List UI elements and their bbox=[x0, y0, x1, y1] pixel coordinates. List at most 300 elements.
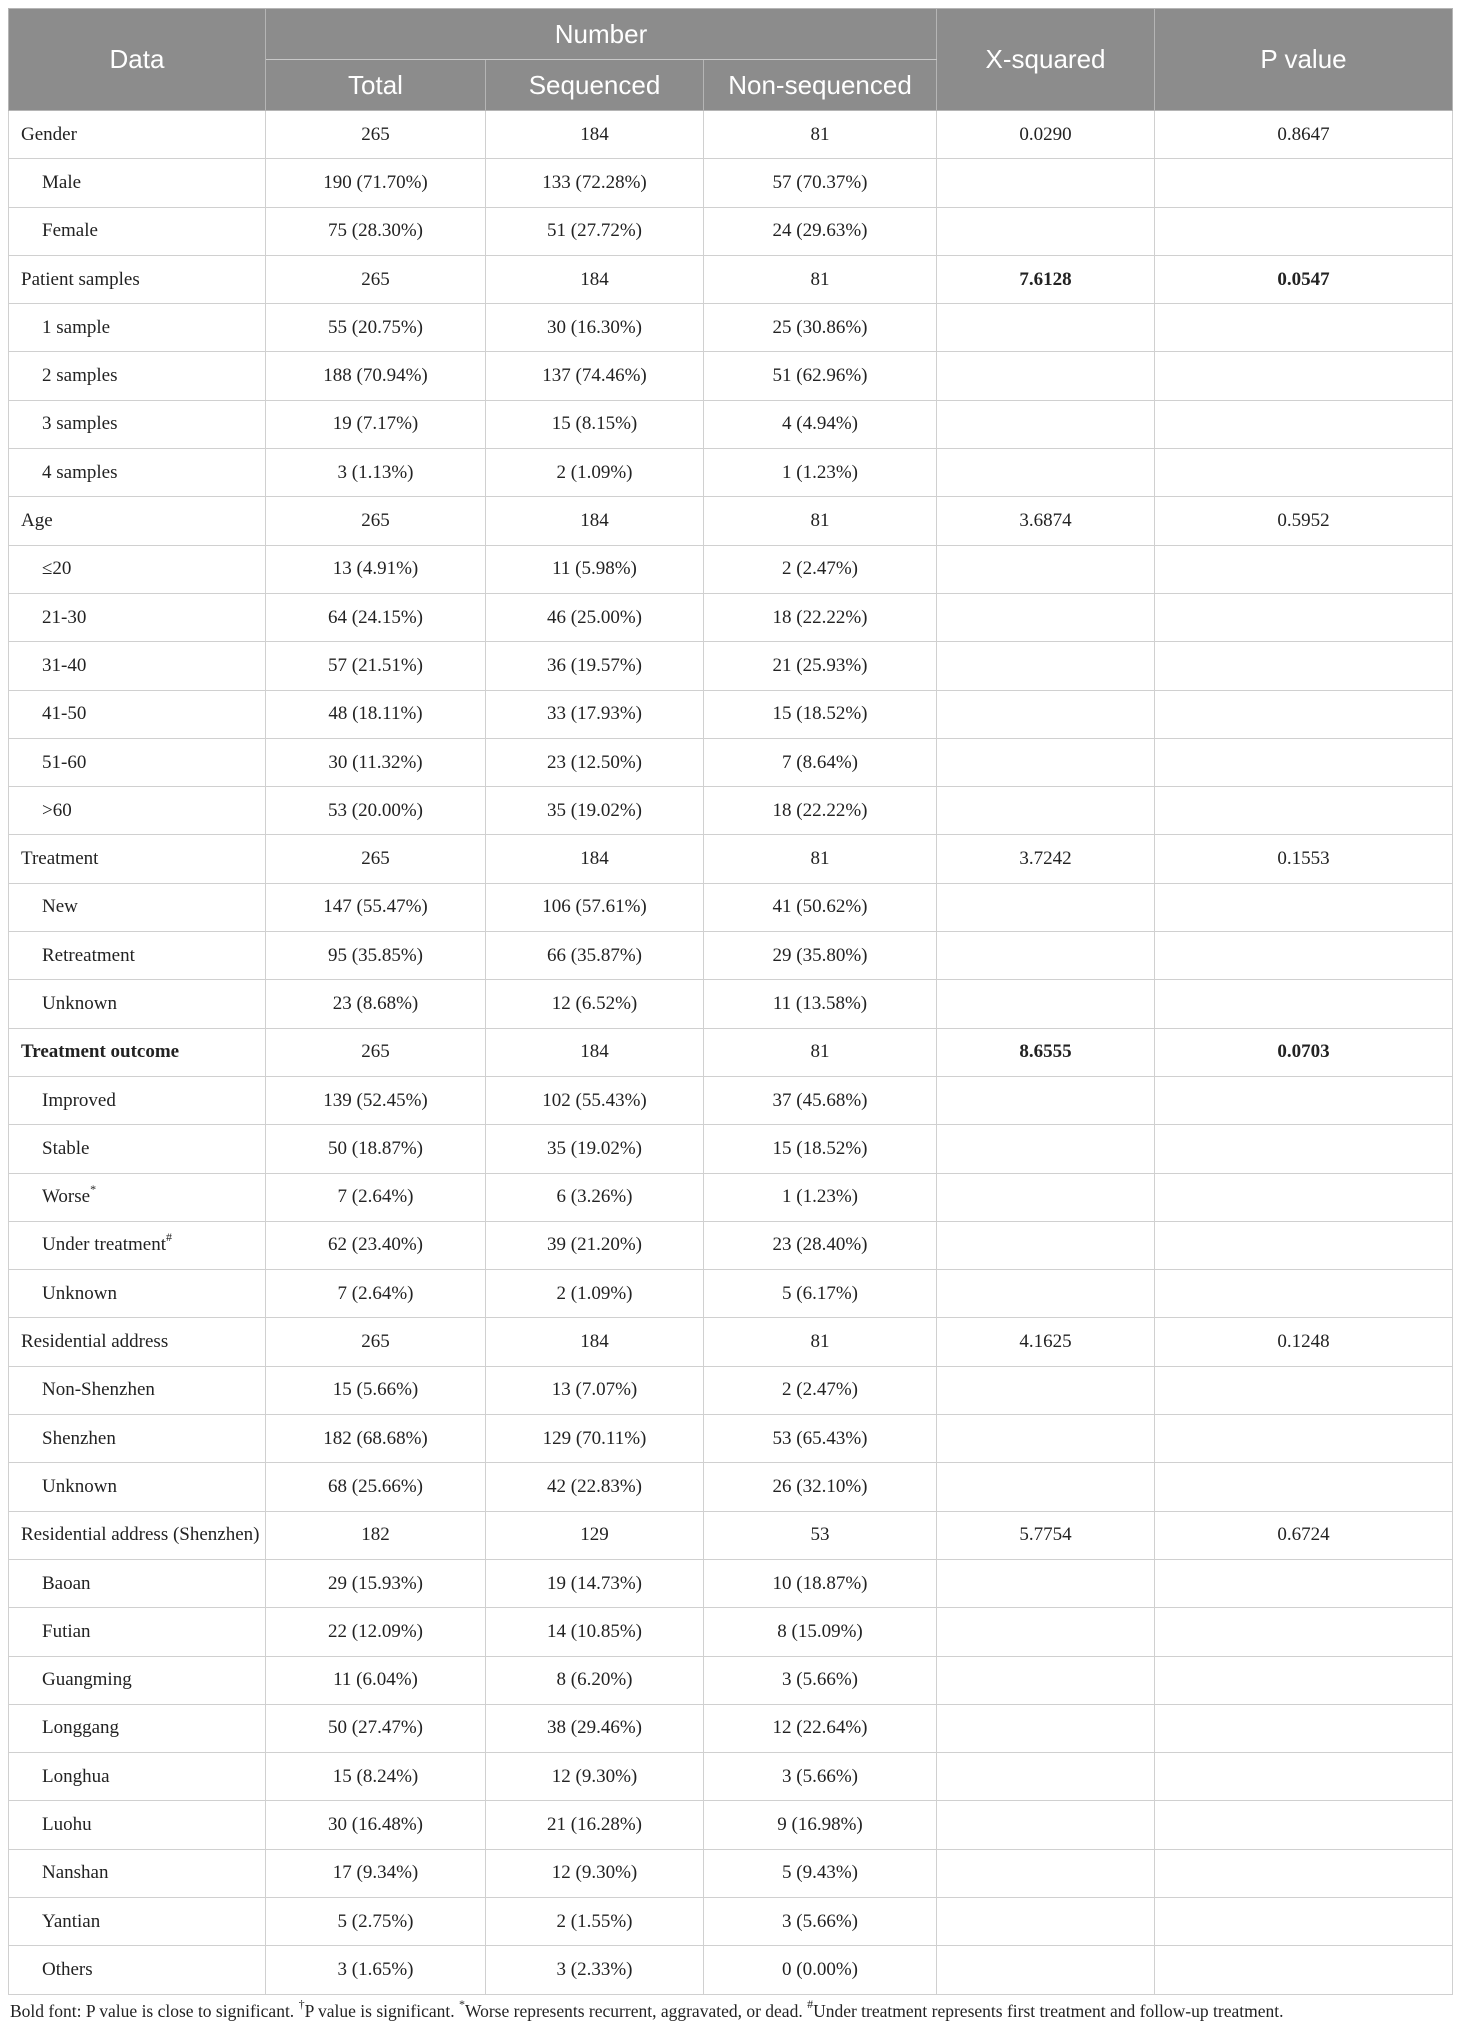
cell-non-sequenced-text: 81 bbox=[810, 1041, 830, 1063]
cell-sequenced bbox=[486, 738, 704, 786]
header-p-value: P value bbox=[1155, 9, 1453, 111]
cell-sequenced bbox=[486, 545, 704, 593]
cell-x-squared bbox=[937, 1028, 1155, 1076]
cell-total bbox=[266, 1076, 486, 1124]
cell-sequenced-text: 137 (74.46%) bbox=[542, 365, 647, 387]
cell-sequenced-text: 23 (12.50%) bbox=[547, 751, 642, 773]
cell-x-squared-text: 7.6128 bbox=[1019, 268, 1072, 290]
table-row-subcategory bbox=[9, 738, 1453, 786]
table-row-subcategory bbox=[9, 1897, 1453, 1945]
footnote-marker: # bbox=[165, 1230, 172, 1245]
cell-p-value bbox=[1155, 1559, 1453, 1607]
cell-sequenced bbox=[486, 207, 704, 255]
cell-total bbox=[266, 1221, 486, 1269]
cell-sequenced bbox=[486, 593, 704, 641]
cell-sequenced bbox=[486, 1463, 704, 1511]
cell-sequenced bbox=[486, 1753, 704, 1801]
cell-total bbox=[266, 1656, 486, 1704]
cell-label bbox=[9, 111, 266, 159]
cell-non-sequenced-text: 81 bbox=[810, 1331, 830, 1353]
cell-p-value bbox=[1155, 980, 1453, 1028]
table-row-subcategory bbox=[9, 1946, 1453, 1994]
table-row-category bbox=[9, 497, 1453, 545]
cell-x-squared bbox=[937, 593, 1155, 641]
table-row-subcategory bbox=[9, 1366, 1453, 1414]
cell-sequenced-text: 11 (5.98%) bbox=[552, 558, 637, 580]
cell-label-text: Patient samples bbox=[21, 268, 140, 290]
cell-label-text: 31-40 bbox=[42, 654, 87, 676]
cell-x-squared bbox=[937, 1366, 1155, 1414]
table-row-category bbox=[9, 1028, 1453, 1076]
cell-total-text: 3 (1.65%) bbox=[337, 1958, 414, 1980]
cell-sequenced-text: 66 (35.87%) bbox=[547, 944, 642, 966]
cell-non-sequenced bbox=[704, 352, 937, 400]
cell-label-text: Unknown bbox=[42, 992, 117, 1014]
cell-sequenced bbox=[486, 883, 704, 931]
cell-non-sequenced-text: 1 (1.23%) bbox=[782, 1186, 858, 1208]
cell-x-squared bbox=[937, 1173, 1155, 1221]
cell-sequenced bbox=[486, 787, 704, 835]
cell-total bbox=[266, 111, 486, 159]
cell-x-squared bbox=[937, 690, 1155, 738]
cell-non-sequenced-text: 81 bbox=[810, 123, 830, 145]
cell-total-text: 29 (15.93%) bbox=[328, 1572, 423, 1594]
cell-non-sequenced bbox=[704, 1076, 937, 1124]
cell-total-text: 265 bbox=[361, 268, 390, 290]
cell-label-text: Age bbox=[21, 510, 53, 532]
cell-p-value bbox=[1155, 1656, 1453, 1704]
cell-sequenced bbox=[486, 449, 704, 497]
cell-label-text: Improved bbox=[42, 1089, 116, 1111]
cell-label bbox=[9, 1125, 266, 1173]
cell-sequenced bbox=[486, 1173, 704, 1221]
cell-x-squared bbox=[937, 738, 1155, 786]
cell-label bbox=[9, 835, 266, 883]
cell-non-sequenced bbox=[704, 1318, 937, 1366]
cell-p-value bbox=[1155, 738, 1453, 786]
cell-non-sequenced bbox=[704, 255, 937, 303]
cell-sequenced bbox=[486, 642, 704, 690]
cell-label-text: Nanshan bbox=[42, 1862, 109, 1884]
cell-sequenced-text: 12 (6.52%) bbox=[551, 992, 638, 1014]
table-row-subcategory bbox=[9, 593, 1453, 641]
cell-sequenced bbox=[486, 1221, 704, 1269]
table-row-subcategory bbox=[9, 1415, 1453, 1463]
cell-x-squared bbox=[937, 1125, 1155, 1173]
cell-p-value-text: 0.0703 bbox=[1277, 1041, 1330, 1063]
cell-total bbox=[266, 545, 486, 593]
cell-non-sequenced bbox=[704, 1559, 937, 1607]
cell-non-sequenced-text: 2 (2.47%) bbox=[782, 558, 858, 580]
cell-x-squared bbox=[937, 1270, 1155, 1318]
cell-sequenced-text: 12 (9.30%) bbox=[551, 1765, 638, 1787]
cell-p-value bbox=[1155, 207, 1453, 255]
header-data: Data bbox=[9, 9, 266, 111]
cell-sequenced bbox=[486, 1076, 704, 1124]
cell-non-sequenced-text: 5 (6.17%) bbox=[782, 1282, 858, 1304]
cell-label-text: Treatment outcome bbox=[21, 1041, 180, 1063]
cell-non-sequenced bbox=[704, 207, 937, 255]
cell-x-squared bbox=[937, 1221, 1155, 1269]
cell-non-sequenced bbox=[704, 593, 937, 641]
cell-x-squared bbox=[937, 1704, 1155, 1752]
cell-total bbox=[266, 593, 486, 641]
cell-non-sequenced-text: 18 (22.22%) bbox=[772, 799, 868, 821]
cell-label-text: Male bbox=[42, 171, 82, 193]
header-x-squared: X-squared bbox=[937, 9, 1155, 111]
cell-label bbox=[9, 1318, 266, 1366]
cell-sequenced bbox=[486, 400, 704, 448]
cell-total bbox=[266, 497, 486, 545]
cell-label bbox=[9, 1366, 266, 1414]
cell-label-text: Shenzhen bbox=[42, 1427, 116, 1449]
cell-total-text: 5 (2.75%) bbox=[337, 1910, 414, 1932]
cell-label bbox=[9, 159, 266, 207]
table-row-subcategory bbox=[9, 642, 1453, 690]
cell-non-sequenced bbox=[704, 1415, 937, 1463]
cell-x-squared-text: 8.6555 bbox=[1019, 1041, 1072, 1063]
cell-total bbox=[266, 738, 486, 786]
cell-sequenced bbox=[486, 352, 704, 400]
cell-total bbox=[266, 1125, 486, 1173]
cell-p-value-text: 0.6724 bbox=[1277, 1524, 1330, 1546]
cell-sequenced-text: 184 bbox=[580, 1331, 609, 1353]
cell-label bbox=[9, 1801, 266, 1849]
cell-total-text: 68 (25.66%) bbox=[328, 1475, 423, 1497]
cell-label bbox=[9, 1221, 266, 1269]
cell-sequenced-text: 39 (21.20%) bbox=[547, 1234, 642, 1256]
cell-p-value bbox=[1155, 835, 1453, 883]
cell-non-sequenced bbox=[704, 690, 937, 738]
cell-label-text: Unknown bbox=[42, 1475, 117, 1497]
table-container bbox=[8, 8, 1452, 2022]
cell-non-sequenced bbox=[704, 642, 937, 690]
cell-label bbox=[9, 1946, 266, 1994]
cell-x-squared bbox=[937, 980, 1155, 1028]
cell-sequenced bbox=[486, 159, 704, 207]
cell-label-text: >60 bbox=[42, 799, 72, 821]
cell-label-text: Guangming bbox=[42, 1669, 132, 1691]
table-row-subcategory bbox=[9, 690, 1453, 738]
cell-total-text: 30 (11.32%) bbox=[328, 751, 423, 773]
cell-non-sequenced bbox=[704, 738, 937, 786]
cell-total bbox=[266, 1415, 486, 1463]
cell-sequenced-text: 42 (22.83%) bbox=[547, 1475, 642, 1497]
cell-p-value-text: 0.0547 bbox=[1277, 268, 1330, 290]
cell-p-value bbox=[1155, 1028, 1453, 1076]
cell-total-text: 53 (20.00%) bbox=[328, 799, 423, 821]
cell-sequenced-text: 36 (19.57%) bbox=[547, 654, 642, 676]
cell-label-text: New bbox=[42, 896, 78, 918]
cell-label bbox=[9, 1463, 266, 1511]
table-row-subcategory bbox=[9, 1801, 1453, 1849]
cell-x-squared bbox=[937, 352, 1155, 400]
cell-sequenced-text: 19 (14.73%) bbox=[547, 1572, 642, 1594]
cell-p-value bbox=[1155, 1076, 1453, 1124]
cell-label-text: Residential address bbox=[21, 1331, 169, 1353]
cell-total bbox=[266, 1897, 486, 1945]
cell-label-text: Others bbox=[42, 1958, 93, 1980]
cell-total bbox=[266, 449, 486, 497]
cell-total-text: 265 bbox=[361, 510, 390, 532]
cell-x-squared bbox=[937, 497, 1155, 545]
cell-label-text: ≤20 bbox=[42, 558, 72, 580]
header-non-sequenced: Non-sequenced bbox=[704, 60, 937, 111]
cell-p-value bbox=[1155, 1415, 1453, 1463]
cell-total bbox=[266, 883, 486, 931]
cell-total bbox=[266, 980, 486, 1028]
cell-total-text: 182 (68.68%) bbox=[323, 1427, 428, 1449]
cell-non-sequenced bbox=[704, 1511, 937, 1559]
cell-x-squared bbox=[937, 1897, 1155, 1945]
cell-sequenced bbox=[486, 255, 704, 303]
cell-non-sequenced bbox=[704, 787, 937, 835]
cell-sequenced bbox=[486, 1801, 704, 1849]
cell-p-value bbox=[1155, 1270, 1453, 1318]
cell-non-sequenced-text: 8 (15.09%) bbox=[777, 1620, 863, 1642]
cell-label-text: Non-Shenzhen bbox=[42, 1379, 155, 1401]
cell-total bbox=[266, 1318, 486, 1366]
cell-total-text: 17 (9.34%) bbox=[332, 1862, 419, 1884]
cell-x-squared-text: 3.7242 bbox=[1019, 848, 1072, 870]
footnote-dagger-mark: † bbox=[298, 1996, 305, 2011]
cell-p-value bbox=[1155, 497, 1453, 545]
table-row-subcategory bbox=[9, 545, 1453, 593]
cell-x-squared bbox=[937, 1946, 1155, 1994]
cell-label-text: Longgang bbox=[42, 1717, 120, 1739]
cell-label bbox=[9, 497, 266, 545]
cell-sequenced-text: 133 (72.28%) bbox=[542, 171, 647, 193]
cell-non-sequenced bbox=[704, 1270, 937, 1318]
table-row-subcategory bbox=[9, 1849, 1453, 1897]
cell-total bbox=[266, 1753, 486, 1801]
table-row-category bbox=[9, 1318, 1453, 1366]
cell-non-sequenced-text: 37 (45.68%) bbox=[772, 1089, 868, 1111]
cell-non-sequenced-text: 7 (8.64%) bbox=[782, 751, 858, 773]
header-total: Total bbox=[266, 60, 486, 111]
cell-p-value bbox=[1155, 932, 1453, 980]
table-row-subcategory bbox=[9, 352, 1453, 400]
cell-label bbox=[9, 255, 266, 303]
cell-sequenced bbox=[486, 497, 704, 545]
table-body bbox=[9, 111, 1453, 1995]
cell-p-value bbox=[1155, 159, 1453, 207]
cell-total bbox=[266, 1173, 486, 1221]
cell-sequenced-text: 184 bbox=[580, 1041, 609, 1063]
cell-non-sequenced bbox=[704, 304, 937, 352]
cell-x-squared bbox=[937, 1415, 1155, 1463]
table-row-category bbox=[9, 255, 1453, 303]
cell-sequenced-text: 12 (9.30%) bbox=[551, 1862, 638, 1884]
cell-non-sequenced bbox=[704, 1028, 937, 1076]
table-row-subcategory bbox=[9, 1125, 1453, 1173]
cell-x-squared-text: 0.0290 bbox=[1019, 123, 1072, 145]
cell-non-sequenced bbox=[704, 1608, 937, 1656]
cell-sequenced-text: 2 (1.09%) bbox=[556, 461, 633, 483]
table-row-subcategory bbox=[9, 207, 1453, 255]
cell-label-text: 21-30 bbox=[42, 606, 87, 628]
cell-p-value bbox=[1155, 1849, 1453, 1897]
cell-x-squared bbox=[937, 1559, 1155, 1607]
cell-total-text: 265 bbox=[361, 1041, 390, 1063]
cell-sequenced-text: 3 (2.33%) bbox=[556, 1958, 633, 1980]
cell-sequenced-text: 2 (1.55%) bbox=[556, 1910, 633, 1932]
cell-non-sequenced-text: 4 (4.94%) bbox=[782, 413, 858, 435]
footnote-hash-mark: # bbox=[807, 1996, 814, 2011]
cell-label-text: Luohu bbox=[42, 1814, 92, 1836]
cell-label-text: Female bbox=[42, 220, 98, 242]
cell-total bbox=[266, 1366, 486, 1414]
cell-non-sequenced bbox=[704, 159, 937, 207]
cell-x-squared bbox=[937, 111, 1155, 159]
cell-sequenced bbox=[486, 1849, 704, 1897]
cell-label bbox=[9, 1559, 266, 1607]
cell-total-text: 190 (71.70%) bbox=[323, 171, 428, 193]
cell-total-text: 19 (7.17%) bbox=[332, 413, 419, 435]
cell-sequenced-text: 15 (8.15%) bbox=[551, 413, 638, 435]
cell-non-sequenced bbox=[704, 1366, 937, 1414]
table-row-subcategory bbox=[9, 1753, 1453, 1801]
cell-total-text: 188 (70.94%) bbox=[323, 365, 428, 387]
header-number: Number bbox=[266, 9, 937, 60]
cell-sequenced-text: 46 (25.00%) bbox=[547, 606, 642, 628]
cell-p-value bbox=[1155, 400, 1453, 448]
cell-label-text: 3 samples bbox=[42, 413, 118, 435]
cell-label-text: 4 samples bbox=[42, 461, 118, 483]
cell-non-sequenced-text: 11 (13.58%) bbox=[772, 992, 868, 1014]
cell-p-value bbox=[1155, 593, 1453, 641]
cell-p-value bbox=[1155, 255, 1453, 303]
cell-p-value bbox=[1155, 1704, 1453, 1752]
cell-non-sequenced-text: 18 (22.22%) bbox=[772, 606, 868, 628]
cell-non-sequenced bbox=[704, 1125, 937, 1173]
cell-sequenced bbox=[486, 932, 704, 980]
footnote-marker: * bbox=[90, 1181, 97, 1196]
table-row-subcategory bbox=[9, 1559, 1453, 1607]
cell-non-sequenced bbox=[704, 1463, 937, 1511]
cell-non-sequenced-text: 21 (25.93%) bbox=[772, 654, 868, 676]
cell-label bbox=[9, 1608, 266, 1656]
table-row-category bbox=[9, 111, 1453, 159]
cell-non-sequenced bbox=[704, 1656, 937, 1704]
cell-p-value bbox=[1155, 1125, 1453, 1173]
cell-x-squared bbox=[937, 304, 1155, 352]
cell-non-sequenced bbox=[704, 1753, 937, 1801]
cell-total bbox=[266, 1463, 486, 1511]
cell-non-sequenced bbox=[704, 1946, 937, 1994]
cell-p-value bbox=[1155, 787, 1453, 835]
cell-non-sequenced bbox=[704, 1704, 937, 1752]
table-row-subcategory bbox=[9, 1704, 1453, 1752]
cell-sequenced bbox=[486, 1366, 704, 1414]
cell-label bbox=[9, 1753, 266, 1801]
cell-x-squared bbox=[937, 932, 1155, 980]
cell-total bbox=[266, 207, 486, 255]
cell-label-text: Yantian bbox=[42, 1910, 101, 1932]
cell-label-text: 51-60 bbox=[42, 751, 87, 773]
cell-p-value-text: 0.5952 bbox=[1277, 510, 1330, 532]
cell-sequenced bbox=[486, 1946, 704, 1994]
cell-x-squared bbox=[937, 449, 1155, 497]
cell-label bbox=[9, 207, 266, 255]
table-row-subcategory bbox=[9, 159, 1453, 207]
cell-non-sequenced bbox=[704, 932, 937, 980]
cell-non-sequenced bbox=[704, 400, 937, 448]
footnote-worse-note: Worse represents recurrent, aggravated, or dead. bbox=[464, 2000, 808, 2021]
cell-non-sequenced-text: 9 (16.98%) bbox=[777, 1814, 863, 1836]
cell-label bbox=[9, 883, 266, 931]
cell-total-text: 182 bbox=[361, 1524, 390, 1546]
cell-p-value bbox=[1155, 1608, 1453, 1656]
cell-x-squared bbox=[937, 1801, 1155, 1849]
table-row-subcategory bbox=[9, 1270, 1453, 1318]
cell-total-text: 11 (6.04%) bbox=[333, 1669, 418, 1691]
cell-x-squared bbox=[937, 787, 1155, 835]
table-row-subcategory bbox=[9, 304, 1453, 352]
cell-total bbox=[266, 352, 486, 400]
cell-label bbox=[9, 449, 266, 497]
cell-non-sequenced-text: 12 (22.64%) bbox=[772, 1717, 868, 1739]
cell-p-value bbox=[1155, 642, 1453, 690]
cell-label bbox=[9, 787, 266, 835]
cell-non-sequenced-text: 29 (35.80%) bbox=[772, 944, 868, 966]
cell-total bbox=[266, 304, 486, 352]
cell-total bbox=[266, 787, 486, 835]
cell-total-text: 48 (18.11%) bbox=[328, 703, 423, 725]
table-footnote bbox=[8, 1996, 1452, 2022]
cell-p-value bbox=[1155, 1173, 1453, 1221]
cell-non-sequenced bbox=[704, 545, 937, 593]
header-sequenced: Sequenced bbox=[486, 60, 704, 111]
cell-p-value bbox=[1155, 1366, 1453, 1414]
cell-x-squared bbox=[937, 255, 1155, 303]
cell-total bbox=[266, 1608, 486, 1656]
cell-sequenced-text: 184 bbox=[580, 510, 609, 532]
cell-total bbox=[266, 1511, 486, 1559]
footnote-star-mark: * bbox=[458, 1996, 465, 2011]
cell-label bbox=[9, 1897, 266, 1945]
cell-non-sequenced-text: 5 (9.43%) bbox=[782, 1862, 858, 1884]
cell-non-sequenced bbox=[704, 1801, 937, 1849]
cell-label-text: Gender bbox=[21, 123, 77, 145]
cell-non-sequenced bbox=[704, 1221, 937, 1269]
cell-non-sequenced-text: 25 (30.86%) bbox=[772, 316, 868, 338]
cell-label-text: 1 sample bbox=[42, 316, 111, 338]
cell-label bbox=[9, 642, 266, 690]
cell-p-value bbox=[1155, 1897, 1453, 1945]
cell-sequenced-text: 51 (27.72%) bbox=[547, 220, 642, 242]
cell-total bbox=[266, 1801, 486, 1849]
cell-label-text: Futian bbox=[42, 1620, 91, 1642]
cell-x-squared bbox=[937, 1318, 1155, 1366]
cell-sequenced-text: 8 (6.20%) bbox=[556, 1669, 633, 1691]
cell-x-squared bbox=[937, 159, 1155, 207]
cell-label bbox=[9, 690, 266, 738]
cell-sequenced bbox=[486, 690, 704, 738]
cell-sequenced bbox=[486, 1656, 704, 1704]
cell-x-squared-text: 4.1625 bbox=[1019, 1331, 1072, 1353]
table-row-subcategory bbox=[9, 400, 1453, 448]
cell-total-text: 22 (12.09%) bbox=[328, 1620, 423, 1642]
cell-label bbox=[9, 932, 266, 980]
data-table bbox=[8, 8, 1453, 1995]
cell-sequenced-text: 129 bbox=[580, 1524, 609, 1546]
cell-total bbox=[266, 642, 486, 690]
cell-sequenced-text: 2 (1.09%) bbox=[556, 1282, 633, 1304]
cell-p-value-text: 0.1248 bbox=[1277, 1331, 1330, 1353]
table-row-subcategory bbox=[9, 787, 1453, 835]
cell-x-squared bbox=[937, 1076, 1155, 1124]
